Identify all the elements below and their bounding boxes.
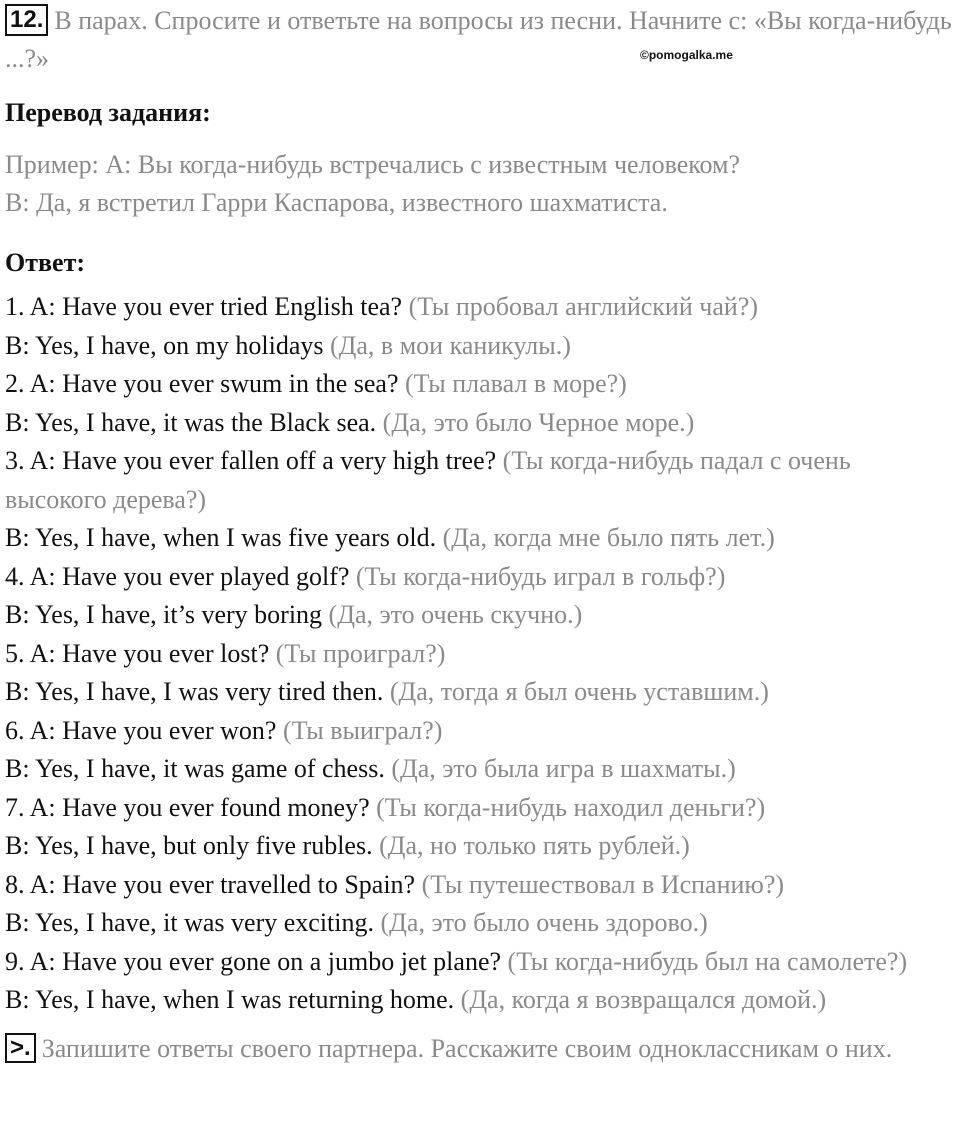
task-header (5, 2, 955, 78)
answer-english: B: Yes, I have, on my holidays (5, 330, 324, 360)
task-number-box: 12. (5, 4, 48, 36)
answer-line (5, 365, 955, 404)
answer-line (5, 404, 955, 443)
answer-english: 8. A: Have you ever travelled to Spain? (5, 869, 416, 899)
example-line-b: B: Да, я встретил Гарри Каспарова, известного шахматиста. (5, 188, 668, 217)
document-page (5, 0, 955, 1068)
answer-line (5, 596, 955, 635)
answer-english: 2. A: Have you ever swum in the sea? (5, 369, 399, 398)
answer-russian: (Да, но только пять рублей.) (379, 831, 690, 860)
answer-russian: (Да, это была игра в шахматы.) (391, 754, 736, 783)
answer-russian: (Ты плавал в море?) (405, 369, 627, 398)
answer-russian: (Да, когда мне было пять лет.) (442, 523, 775, 552)
translation-heading: Перевод задания: (5, 98, 211, 127)
answer-line (5, 327, 955, 366)
answer-line (5, 904, 955, 943)
answer-russian: (Да, тогда я был очень уставшим.) (389, 677, 769, 706)
answer-english: 6. A: Have you ever won? (5, 715, 277, 745)
answer-line (5, 981, 955, 1020)
answer-line (5, 712, 955, 751)
answer-line (5, 288, 955, 327)
answer-line (5, 827, 955, 866)
answer-line (5, 750, 955, 789)
answer-english: 1. A: Have you ever tried English tea? (5, 292, 403, 321)
translation-example (5, 146, 955, 222)
answer-english: 4. A: Have you ever played golf? (5, 561, 350, 591)
answer-russian: (Ты выиграл?) (282, 715, 443, 745)
answer-russian: (Да, это было очень здорово.) (380, 908, 708, 937)
answer-english: 3. A: Have you ever fallen off a very high tree? (5, 446, 497, 475)
answer-russian: (Ты путешествовал в Испанию?) (421, 869, 785, 899)
answer-english: B: Yes, I have, when I was returning home. (5, 985, 455, 1014)
answer-russian: (Ты пробовал английский чай?) (408, 292, 758, 321)
answer-english: 9. A: Have you ever gone on a jumbo jet plane? (5, 946, 502, 976)
arrow-mark-icon: >. (5, 1033, 36, 1063)
answer-russian: (Да, в мои каникулы.) (330, 330, 571, 360)
footer-text: Запишите ответы своего партнера. Расскажите своим одноклассникам о них. (41, 1033, 893, 1063)
answer-line (5, 558, 955, 597)
answer-russian: (Да, это очень скучно.) (328, 600, 583, 629)
answer-russian: (Да, когда я возвращался домой.) (460, 985, 827, 1014)
answer-line (5, 943, 955, 982)
answer-english: B: Yes, I have, I was very tired then. (5, 677, 384, 706)
answer-line (5, 789, 955, 828)
answer-line (5, 519, 955, 558)
task-instruction: В парах. Спросите и ответьте на вопросы из песни. Начните с: «Вы когда-нибудь ...?» (5, 6, 952, 73)
answer-list (5, 288, 955, 1020)
answer-line (5, 866, 955, 905)
answer-russian: (Ты проиграл?) (275, 638, 446, 668)
answer-line (5, 442, 955, 519)
answer-english: B: Yes, I have, it was very exciting. (5, 908, 375, 937)
answer-english: 5. A: Have you ever lost? (5, 638, 270, 668)
answer-english: 7. A: Have you ever found money? (5, 792, 370, 822)
answer-russian: (Ты когда-нибудь находил деньги?) (376, 792, 766, 822)
answer-heading: Ответ: (5, 248, 86, 277)
answer-russian: (Ты когда-нибудь падал с очень высокого дерева?) (5, 446, 851, 514)
answer-english: B: Yes, I have, when I was five years old. (5, 523, 437, 552)
footer-task (5, 1030, 955, 1068)
answer-english: B: Yes, I have, it’s very boring (5, 600, 323, 629)
answer-line (5, 635, 955, 674)
answer-russian: (Ты когда-нибудь был на самолете?) (507, 946, 908, 976)
example-line-a: Пример: A: Вы когда-нибудь встречались с известным человеком? (5, 150, 741, 179)
answer-english: B: Yes, I have, it was game of chess. (5, 754, 385, 783)
answer-russian: (Ты когда-нибудь играл в гольф?) (355, 561, 726, 591)
watermark: ©pomogalka.me (640, 48, 733, 62)
answer-english: B: Yes, I have, it was the Black sea. (5, 407, 377, 437)
answer-english: B: Yes, I have, but only five rubles. (5, 831, 373, 860)
answer-line (5, 673, 955, 712)
answer-russian: (Да, это было Черное море.) (382, 407, 695, 437)
